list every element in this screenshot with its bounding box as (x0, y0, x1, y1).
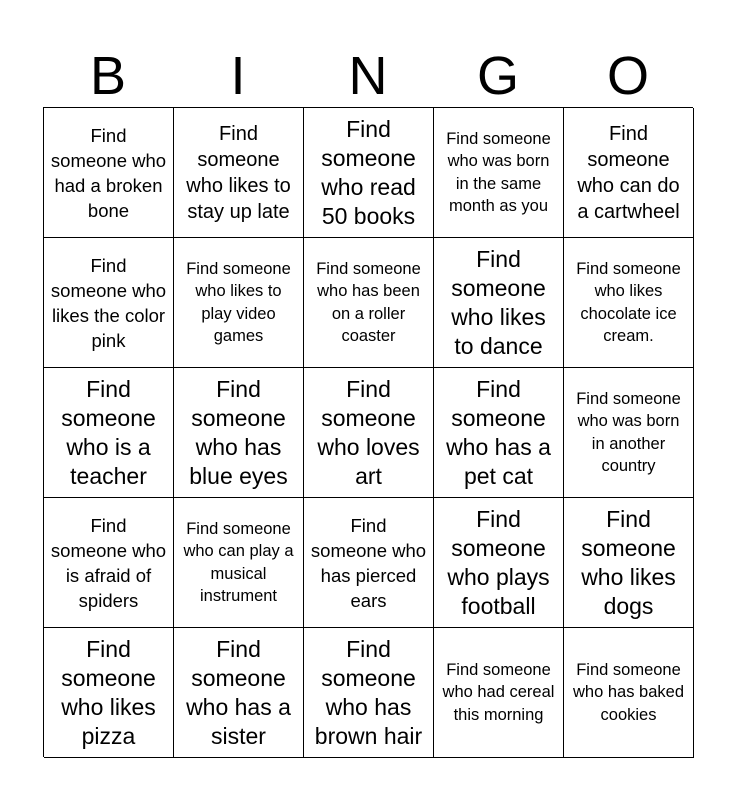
cell-text: Find someone who likes chocolate ice cream. (576, 259, 681, 345)
cell-text: Find someone who is a teacher (61, 375, 156, 489)
bingo-cell (434, 368, 564, 498)
bingo-cell (434, 498, 564, 628)
cell-text: Find someone who plays football (447, 505, 550, 619)
cell-text: Find someone who can do a cartwheel (577, 122, 680, 223)
cell-text: Find someone who has baked cookies (573, 660, 684, 724)
bingo-cell (174, 628, 304, 758)
cell-text: Find someone who has a sister (186, 635, 291, 749)
bingo-cell (304, 368, 434, 498)
bingo-cell (564, 498, 694, 628)
cell-text: Find someone who likes the color pink (50, 254, 167, 351)
bingo-cell (564, 368, 694, 498)
cell-text: Find someone who likes to dance (451, 245, 546, 359)
bingo-cell (44, 628, 174, 758)
cell-text: Find someone who had a broken bone (50, 124, 167, 221)
bingo-cell (174, 108, 304, 238)
bingo-header (43, 40, 693, 108)
cell-text: Find someone who has brown hair (314, 635, 423, 749)
cell-text: Find someone who likes dogs (581, 505, 676, 619)
cell-text: Find someone who was born in the same month as you (446, 129, 551, 215)
header-letter-i: I (230, 46, 246, 106)
bingo-cell (174, 368, 304, 498)
cell-text: Find someone who read 50 books (321, 115, 416, 229)
bingo-cell (434, 108, 564, 238)
bingo-cell (174, 498, 304, 628)
cell-text: Find someone who is afraid of spiders (50, 514, 167, 611)
header-letter-o: O (606, 46, 649, 106)
bingo-cell (434, 238, 564, 368)
bingo-cell (44, 368, 174, 498)
bingo-cell (564, 628, 694, 758)
bingo-cell (434, 628, 564, 758)
cell-text: Find someone who has blue eyes (189, 375, 288, 489)
cell-text: Find someone who has a pet cat (446, 375, 551, 489)
bingo-cell (304, 238, 434, 368)
cell-text: Find someone who was born in another country (576, 389, 681, 475)
cell-text: Find someone who has pierced ears (310, 514, 427, 611)
cell-text: Find someone who has been on a roller coaster (316, 259, 421, 345)
header-letter-b: B (89, 46, 127, 106)
header-letter-g: G (476, 46, 519, 106)
bingo-cell (564, 108, 694, 238)
bingo-cell (304, 498, 434, 628)
cell-text: Find someone who likes to play video games (186, 259, 291, 345)
cell-text: Find someone who had cereal this morning (442, 660, 555, 724)
cell-text: Find someone who can play a musical instrument (183, 519, 294, 605)
bingo-cell (304, 628, 434, 758)
cell-text: Find someone who likes to stay up late (186, 122, 291, 223)
bingo-cell (44, 498, 174, 628)
cell-text: Find someone who likes pizza (61, 635, 156, 749)
cell-text: Find someone who loves art (317, 375, 420, 489)
header-letter-n: N (348, 46, 388, 106)
bingo-cell (44, 238, 174, 368)
bingo-cell (304, 108, 434, 238)
bingo-board (43, 107, 693, 757)
bingo-cell (44, 108, 174, 238)
bingo-cell (564, 238, 694, 368)
bingo-cell (174, 238, 304, 368)
